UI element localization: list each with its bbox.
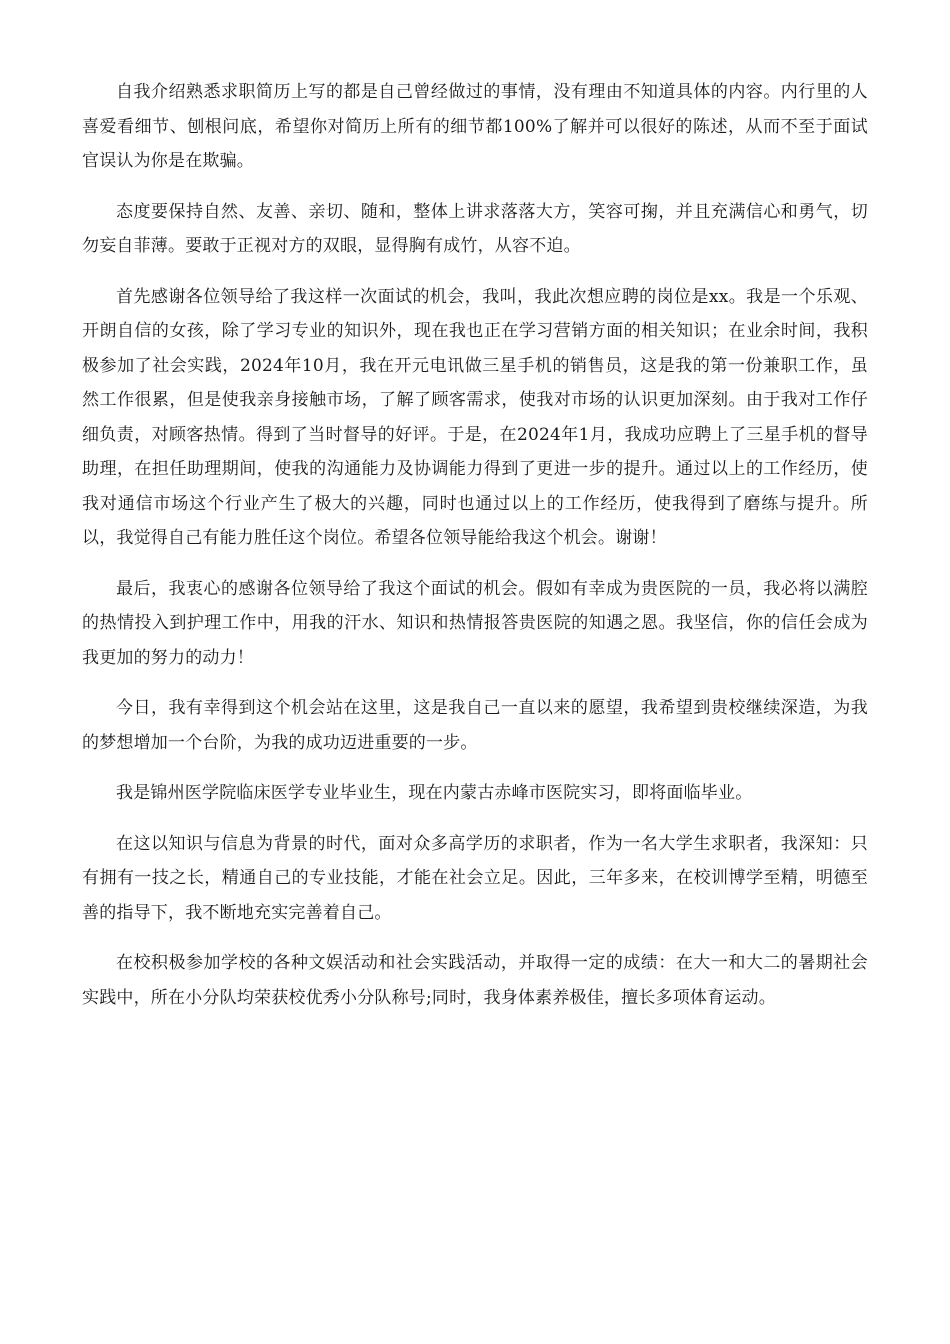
paragraph-background: 我是锦州医学院临床医学专业毕业生，现在内蒙古赤峰市医院实习，即将面临毕业。 [116,783,753,803]
paragraph-closing-thanks: 最后，我衷心的感谢各位领导给了我这个面试的机会。假如有幸成为贵医院的一员，我必将以满腔的热情投入到护理工作中，用我的汗水、知识和热情报答贵医院的知遇之恩。我坚信，你的信任会成为我更加的努力的动力！ [82,578,868,668]
document-body [82,75,868,1031]
paragraph-opportunity: 今日，我有幸得到这个机会站在这里，这是我自己一直以来的愿望，我希望到贵校继续深造，为我的梦想增加一个台阶，为我的成功迈进重要的一步。 [82,698,868,753]
paragraph-sample-intro-sales: 首先感谢各位领导给了我这样一次面试的机会，我叫，我此次想应聘的岗位是xx。我是一个乐观、开朗自信的女孩，除了学习专业的知识外，现在我也正在学习营销方面的相关知识；在业余时间，我积极参加了社会实践，2024年10月，我在开元电讯做三星手机的销售员，这是我的第一份兼职工作，虽然工作很累，但是使我亲身接触市场，了解了顾客需求，使我对市场的认识更加深刻。由于我对工作仔细负责，对顾客热情。得到了当时督导的好评。于是，在2024年1月，我成功应聘上了三星手机的督导助理，在担任助理期间，使我的沟通能力及协调能力得到了更进一步的提升。通过以上的工作经历，使我对通信市场这个行业产生了极大的兴趣，同时也通过以上的工作经历，使我得到了磨练与提升。所以，我觉得自己有能力胜任这个岗位。希望各位领导能给我这个机会。谢谢！ [82,286,868,548]
paragraph-activities: 在校积极参加学校的各种文娱活动和社会实践活动，并取得一定的成绩：在大一和大二的暑期社会实践中，所在小分队均荣获校优秀小分队称号;同时，我身体素养极佳，擅长多项体育运动。 [82,953,868,1008]
paragraph-knowledge-era: 在这以知识与信息为背景的时代，面对众多高学历的求职者，作为一名大学生求职者，我深知：只有拥有一技之长，精通自己的专业技能，才能在社会立足。因此，三年多来，在校训博学至精，明德至善的指导下，我不断地充实完善着自己。 [82,833,868,923]
paragraph-attitude-tips: 态度要保持自然、友善、亲切、随和，整体上讲求落落大方，笑容可掬，并且充满信心和勇气，切勿妄自菲薄。要敢于正视对方的双眼，显得胸有成竹，从容不迫。 [82,201,868,256]
paragraph-self-intro-tips: 自我介绍熟悉求职简历上写的都是自己曾经做过的事情，没有理由不知道具体的内容。内行里的人喜爱看细节、刨根问底，希望你对简历上所有的细节都100%了解并可以很好的陈述，从而不至于面试官误认为你是在欺骗。 [82,82,868,171]
